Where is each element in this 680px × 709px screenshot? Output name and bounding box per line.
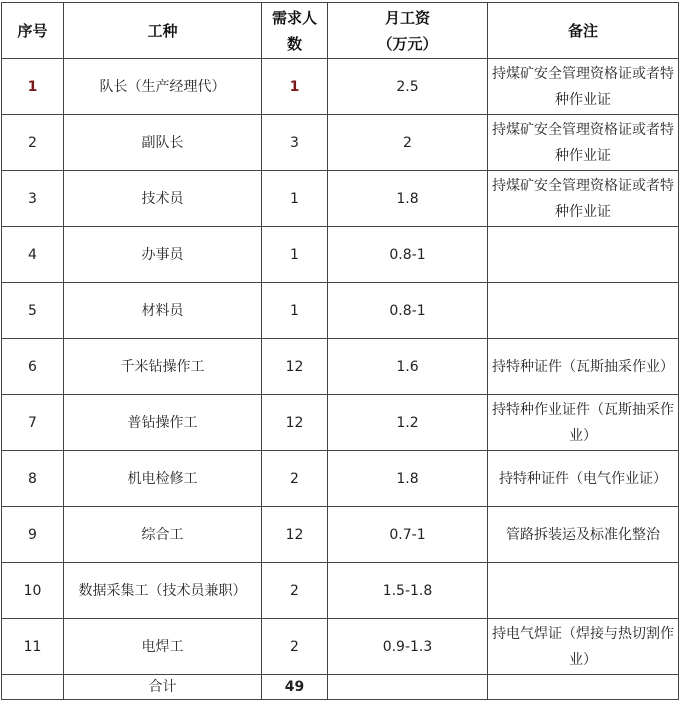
cell-seq: 5 bbox=[2, 283, 64, 339]
cell-note: 持煤矿安全管理资格证或者特种作业证 bbox=[488, 59, 679, 115]
cell-job: 普钻操作工 bbox=[64, 395, 262, 451]
cell-note bbox=[488, 563, 679, 619]
total-note-cell bbox=[488, 675, 679, 700]
table-row bbox=[2, 283, 679, 339]
cell-job: 办事员 bbox=[64, 227, 262, 283]
cell-count: 1 bbox=[262, 283, 328, 339]
cell-job: 千米钻操作工 bbox=[64, 339, 262, 395]
header-note: 备注 bbox=[488, 3, 679, 59]
cell-note: 持特种证件（瓦斯抽采作业） bbox=[488, 339, 679, 395]
table-row bbox=[2, 59, 679, 115]
cell-salary: 1.5-1.8 bbox=[328, 563, 488, 619]
total-seq-cell bbox=[2, 675, 64, 700]
cell-count: 12 bbox=[262, 507, 328, 563]
cell-job: 数据采集工（技术员兼职） bbox=[64, 563, 262, 619]
header-row bbox=[2, 3, 679, 59]
header-salary bbox=[328, 3, 488, 59]
table-row bbox=[2, 451, 679, 507]
total-row bbox=[2, 675, 679, 700]
cell-seq: 6 bbox=[2, 339, 64, 395]
cell-salary: 0.8-1 bbox=[328, 227, 488, 283]
cell-note: 管路拆装运及标准化整治 bbox=[488, 507, 679, 563]
cell-salary: 2.5 bbox=[328, 59, 488, 115]
cell-seq: 11 bbox=[2, 619, 64, 675]
cell-job: 技术员 bbox=[64, 171, 262, 227]
total-count: 49 bbox=[262, 675, 328, 700]
header-seq: 序号 bbox=[2, 3, 64, 59]
header-job: 工种 bbox=[64, 3, 262, 59]
cell-note bbox=[488, 283, 679, 339]
header-count: 需求人数 bbox=[262, 3, 328, 59]
cell-job: 队长（生产经理代） bbox=[64, 59, 262, 115]
cell-salary: 1.8 bbox=[328, 451, 488, 507]
total-label: 合计 bbox=[64, 675, 262, 700]
cell-count: 12 bbox=[262, 395, 328, 451]
cell-count: 1 bbox=[262, 59, 328, 115]
cell-seq: 10 bbox=[2, 563, 64, 619]
cell-note: 持特种作业证件（瓦斯抽采作业） bbox=[488, 395, 679, 451]
cell-salary: 1.6 bbox=[328, 339, 488, 395]
table-row bbox=[2, 619, 679, 675]
cell-salary: 1.2 bbox=[328, 395, 488, 451]
cell-job: 电焊工 bbox=[64, 619, 262, 675]
table-row bbox=[2, 563, 679, 619]
cell-seq: 9 bbox=[2, 507, 64, 563]
cell-seq: 3 bbox=[2, 171, 64, 227]
cell-seq: 4 bbox=[2, 227, 64, 283]
cell-seq: 8 bbox=[2, 451, 64, 507]
cell-count: 2 bbox=[262, 563, 328, 619]
table-row bbox=[2, 395, 679, 451]
cell-job: 机电检修工 bbox=[64, 451, 262, 507]
total-salary-cell bbox=[328, 675, 488, 700]
table-row bbox=[2, 227, 679, 283]
table-row bbox=[2, 115, 679, 171]
cell-salary: 0.9-1.3 bbox=[328, 619, 488, 675]
cell-count: 1 bbox=[262, 227, 328, 283]
cell-count: 2 bbox=[262, 451, 328, 507]
cell-salary: 2 bbox=[328, 115, 488, 171]
cell-job: 材料员 bbox=[64, 283, 262, 339]
cell-job: 副队长 bbox=[64, 115, 262, 171]
cell-salary: 0.7-1 bbox=[328, 507, 488, 563]
header-salary-line1: 月工资 bbox=[384, 8, 430, 27]
cell-note: 持电气焊证（焊接与热切割作业） bbox=[488, 619, 679, 675]
header-salary-line2: （万元） bbox=[377, 34, 438, 53]
cell-salary: 1.8 bbox=[328, 171, 488, 227]
cell-seq: 1 bbox=[2, 59, 64, 115]
cell-salary: 0.8-1 bbox=[328, 283, 488, 339]
table-row bbox=[2, 339, 679, 395]
cell-job: 综合工 bbox=[64, 507, 262, 563]
table-row bbox=[2, 507, 679, 563]
cell-count: 3 bbox=[262, 115, 328, 171]
staffing-table bbox=[1, 2, 679, 700]
cell-seq: 2 bbox=[2, 115, 64, 171]
cell-note: 持特种证件（电气作业证） bbox=[488, 451, 679, 507]
table-row bbox=[2, 171, 679, 227]
cell-count: 1 bbox=[262, 171, 328, 227]
cell-note: 持煤矿安全管理资格证或者特种作业证 bbox=[488, 171, 679, 227]
cell-note: 持煤矿安全管理资格证或者特种作业证 bbox=[488, 115, 679, 171]
cell-count: 12 bbox=[262, 339, 328, 395]
cell-count: 2 bbox=[262, 619, 328, 675]
cell-note bbox=[488, 227, 679, 283]
cell-seq: 7 bbox=[2, 395, 64, 451]
